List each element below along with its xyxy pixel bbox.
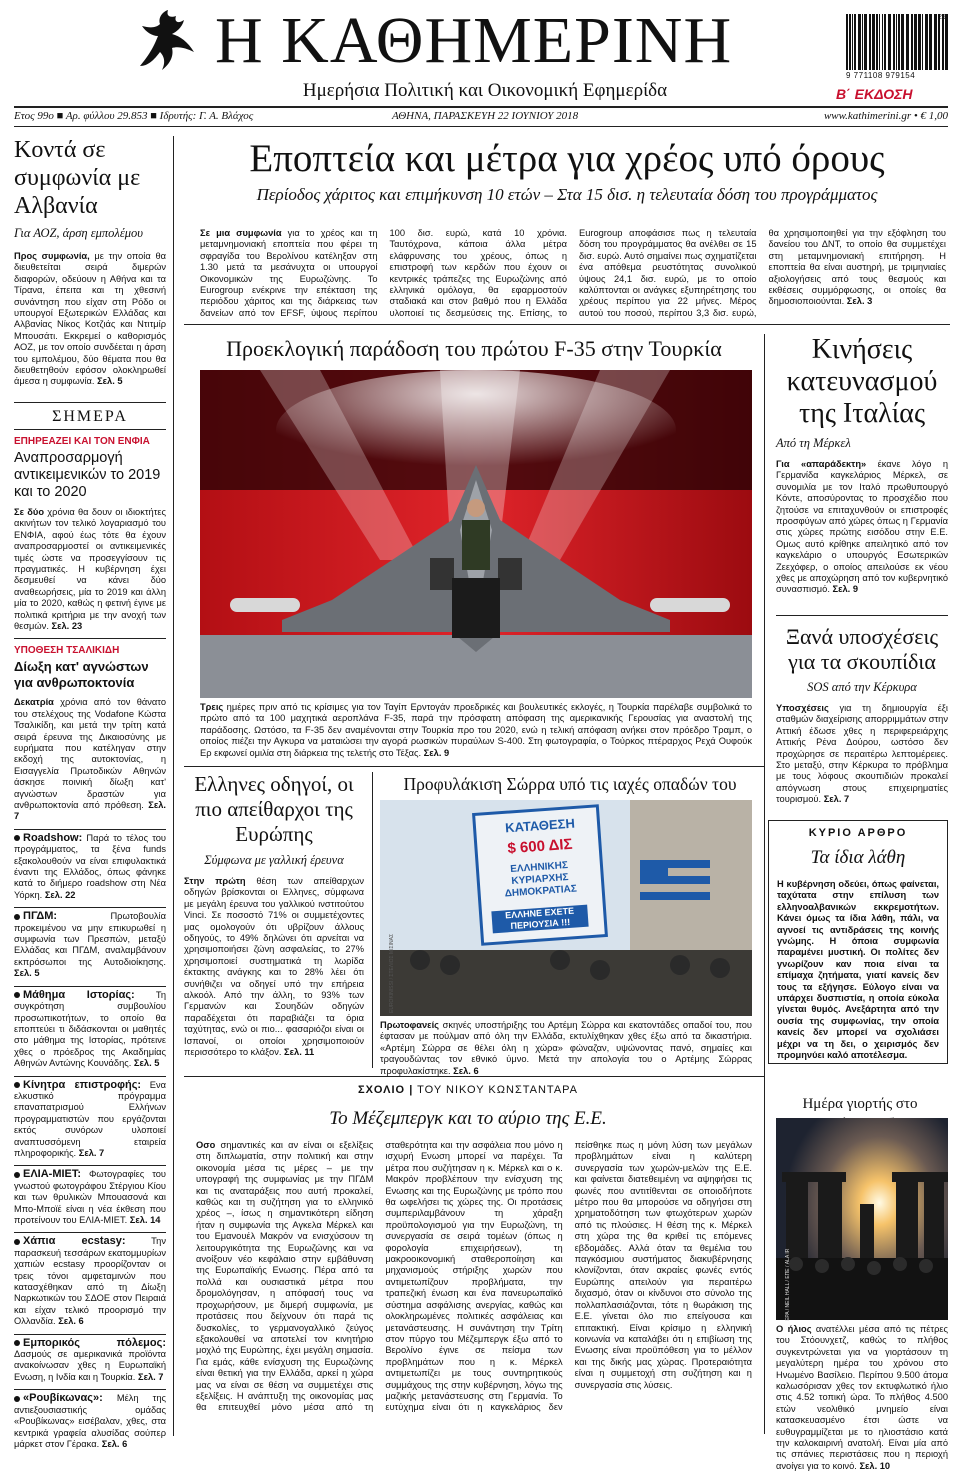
brief-item: Roadshow: Παρά το τέλος του προγράμματος, τα ξένα funds εξακολουθούν να είναι επιφυλακτικά έναντι της Ελλάδος, όπως φάνηκε κατά το διήμερο roadshow στη Νέα Υόρκη. Σελ. 22 (14, 831, 166, 900)
stonehenge-headline: Ημέρα γιορτής στο (802, 1096, 918, 1112)
newspaper-title: Η ΚΑΘΗΜΕΡΙΝΗ (215, 4, 733, 77)
barcode-bar (938, 14, 940, 70)
barcode-bar (884, 14, 886, 70)
barcode-bar (864, 14, 867, 70)
barcode-bar (911, 14, 913, 70)
stonehenge-photo (776, 1118, 948, 1320)
garbage-body: Υποσχέσεις για τη δημιουργία έξι σταθμών διαχείρισης απορριμμάτων στην Αττική έδωσε χθες η περιφερειάρχης Αττικής Ρένα Δούρου, ωστόσο δεν προχώρησε σε περαιτέρω λεπτομέρειες. Στο μεταξύ, στην Κέρκυρα το πρόβλημα με τους λόφους σκουπιδιών προκαλεί απόγνωση στους επιχειρηματίες τουρισμού. Σελ. 7 (776, 703, 948, 805)
editorial-label: ΚΥΡΙΟ ΑΡΘΡΟ (808, 827, 908, 839)
left-column (14, 136, 166, 1449)
italy-headline: Κινήσεις κατευνασμού της Ιταλίας (786, 334, 938, 429)
barcode-bar (862, 14, 863, 70)
barcode-bar (858, 14, 861, 70)
italy-subhead: Από τη Μέρκελ (776, 436, 851, 450)
sign-line2: ΕΛΛΗΝΙΚΗΣ ΚΥΡΙΑΡΧΗΣ ΔΗΜΟΚΡΑΤΙΑΣ (504, 860, 578, 900)
barcode-bar (906, 14, 909, 70)
barcode-bar (849, 14, 851, 70)
today-label: ΣΗΜΕΡΑ (52, 407, 128, 425)
bullet-icon (14, 992, 20, 998)
barcode-bar (872, 14, 875, 70)
enfia-body: Σε δύο χρόνια θα δουν οι ιδιοκτήτες ακινήτων τον τελικό λογαριασμό του ΕΝΦΙΑ, αφού έως τότε θα έχουν αναπροσαρμοστεί οι αντικειμενικές τιμές ώστε να προσεγγίσουν τις πραγματικές. Η κυβέρνηση έχει δεσμευθεί να κάνει δύο αναθεωρήσεις, μία το 2019 και άλλη μία το 2020, καθώς η φετινή έγινε με πολιτικά κριτήρια με την ανοχή των θεσμών. Σελ. 23 (14, 506, 166, 631)
edition-label: Β΄ ΕΚΔΟΣΗ (836, 86, 913, 102)
barcode-bar (901, 14, 904, 70)
bullet-icon (14, 1340, 20, 1346)
enfia-headline: Αναπροσαρμογή αντικειμενικών το 2019 και το 2020 (14, 449, 161, 500)
bullet-icon (14, 835, 20, 841)
f35-headline: Προεκλογική παράδοση του πρώτου F-35 στην Τουρκία (226, 336, 722, 361)
albania-body: Προς συμφωνία, με την οποία θα διευθετείται σειρά διμερών διαφορών, οδεύουν η Αθήνα και τα Τίρανα, έπειτα και τη χθεσινή συνάντηση που είχαν στη Ρόδο οι υπουργοί Εξωτερικών Ελλάδας και Αλβανίας Νίκος Κοτζιάς και Ντιτμίρ Μπουσάτι. Εκκρεμεί ο καθορισμός ΑΟΖ, με τον οποίο συνδέεται η άρση του εμπολέμου, δύο θέματα που θα διευθετηθούν εφόσον ολοκληρωθεί άμεσα η συμφωνία. Σελ. 5 (14, 251, 166, 387)
griffin-logo (132, 6, 202, 80)
barcode-bar (918, 14, 921, 70)
briefs-list (14, 829, 166, 1451)
stonehenge-caption: Ο ήλιος ανατέλλει μέσα από τις πέτρες του Στόουνχετζ, καθώς το πλήθος συγκεντρώνεται για να γιορτάσουν τη μεγαλύτερη ημέρα του χρόνου στο Ηνωμένο Βασίλειο. Περίπου 9.500 άτομα καλωσόρισαν χθες τον εκτυφλωτικό ήλιο στις 4.52 τοπική ώρα. Το πλήθος 4.500 ετών νεολιθικό μνημείο είναι κατασκευασμένο έτσι ώστε να ευθυγραμμίζεται με το ηλιοστάσιο κατά την καλοκαιρινή ανατολή. Είναι μία από τις σπάνιες περιστάσεις που η περιοχή ανοίγει για το κοινό. Σελ. 10 (776, 1324, 949, 1471)
zorras-photo-credit: EUROKINISSI / ΣΤΕΛΙΟΣ ΜΙΣΙΝΑΣ (389, 933, 395, 1013)
zorras-caption: Πρωτοφανείς σκηνές υποστήριξης του Αρτέμη Σώρρα και εκατοντάδες οπαδοί του, που έφτασαν με πούλμαν από όλη την Ελλάδα, εκτυλίχθηκαν χθες έξω από τα δικαστήρια. «Αρτέμη Σώρρα σε θέλει όλη η χώρα» φώναζαν, υψώνοντας πανό, σημαίες και τραγουδώντας τον εθνικό ύμνο. Μετά την απολογία του ο Αρτέμης Σώρρας προφυλακίστηκε. Σελ. 6 (380, 1020, 752, 1076)
sign-line1: ΚΑΤΑΘΕΣΗ (504, 815, 576, 836)
sign-line3: ΕΛΛΗΝΕ ΕΧΕΤΕ ΠΕΡΙΟΥΣΙΑ !!! (491, 905, 588, 934)
brief-item: Χάπια ecstasy: Την παρασκευή τεσσάρων εκατομμυρίων χαπιών ecstasy προορίζονταν οι τρεις τόνοι αμφεταμινών που κατασχέθηκαν από τη Δίωξη Ναρκωτικών του ΣΔΟΕ στον Πειραιά και είχαν τελικό προορισμό την Ολλανδία. Σελ. 6 (14, 1235, 166, 1327)
barcode-bar (882, 14, 883, 70)
bullet-icon (14, 1172, 20, 1178)
barcode-bar (876, 14, 878, 70)
masthead (0, 0, 960, 130)
barcode-bar (896, 14, 897, 70)
sign-amount: $ 600 ΔΙΣ (506, 835, 574, 858)
bullet-icon (14, 914, 20, 920)
drivers-story (184, 772, 364, 1072)
brief-item: ΠΓΔΜ: Πρωτοβουλία προκειμένου να μην επικυρωθεί η συμφωνία των Πρεσπών, μεταξύ Ελλάδας και ΠΓΔΜ, αναλαμβάνουν εκπρόσωποι της Αυτοδιοίκησης. Σελ. 5 (14, 910, 166, 979)
comment-byline: ΣΧΟΛΙΟ | ΤΟΥ ΝΙΚΟΥ ΚΩΝΣΤΑΝΤΑΡΑ (357, 1084, 579, 1096)
talaikis-kicker: ΥΠΟΘΕΣΗ ΤΣΑΛΙΚΙΔΗ (14, 645, 120, 657)
enfia-kicker: ΕΠΗΡΕΑΖΕΙ ΚΑΙ ΤΟΝ ΕΝΦΙΑ (14, 435, 150, 447)
editorial-body: Η κυβέρνηση οδεύει, όπως φαίνεται, ταχύτατα στην επίλυση των ελληνοαλβανικών εκκρεμοτήτων. Κάνει όμως τα ίδια λάθη, πάλι, να αγνοεί τις αντιδράσεις της κοινής γνώμης. Η όποια συμφωνία παραμένει μυστική. Οι πολίτες δεν γνωρίζουν καν ποια είναι τα επίμαχα ζητήματα, γιατί κανείς δεν τους τα εξήγησε. Εύλογο είναι να υπάρχει δυσπιστία, η οποία εύκολα γίνεται θυμός. Ανεξάρτητα από την ουσία της συμφωνίας, την οποία κανείς δεν μπορεί να σχολιάσει μέχρι να τη δει, ο χειρισμός δεν προμηνύει καλό αποτέλεσμα. (777, 879, 939, 1061)
debt-body: Σε μια συμφωνία για το χρέος και τη μεταμνημονιακή εποπτεία που φέρει τη σφραγίδα του Βερολίνου κατέληξαν στη 1.30 μετά τα μεσάνυχτα οι υπουργοί Οικονομικών της Ευρωζώνης. Το Eurogroup ενέκρινε την επέκταση της περιόδου χάριτος και της διάρκειας των δανείων από τον EFSF, ύψους περίπου 100 δισ. ευρώ, κατά 10 χρόνια. Ταυτόχρονα, κάποια άλλα μέτρα ελάφρυνσης του χρέους, όπως η επιστροφή των κερδών που έχουν οι κεντρικές τράπεζες της Ευρωζώνης από ελληνικά ομόλογα, θα εφαρμοστούν σταδιακά και στον βαθμό που η Ελλάδα υλοποιεί τις δεσμεύσεις της. Επίσης, το Eurogroup αποφάσισε πως η τελευταία δόση του προγράμματος θα ανέλθει σε 15 δισ. ευρώ. Αυτό σημαίνει πως σχηματίζεται ένα απόθεμα ρευστότητας συνολικού ύψους 24,1 δισ. ευρώ, με το οποίο καλύπτονται οι ανάγκες εξυπηρέτησης του χρέους περίπου για 22 μήνες. Μέρος αυτού του ποσού, περίπου 3,3 δισ. ευρώ, θα χρησιμοποιηθεί για την εξόφληση του δανείου του ΔΝΤ, το οποίο θα συμμετέχει στη μεταμνημονιακή επιτήρηση. Η εποπτεία θα είναι αυστηρή, με τριμηνιαίες αξιολογήσεις από τους θεσμούς και εκθέσεις συμμόρφωσης, οι οποίες θα δημοσιοποιούνται. Σελ. 3 (200, 228, 946, 318)
today-box (14, 402, 166, 430)
garbage-headline: Ξανά υποσχέσεις για τα σκουπίδια (785, 624, 939, 674)
albania-headline: Κοντά σε συμφωνία με Αλβανία (14, 137, 141, 219)
website-price: www.kathimerini.gr • € 1,00 (823, 110, 948, 122)
drivers-body: Στην πρώτη θέση των απείθαρχων οδηγών βρίσκονται οι Ελληνες, σύμφωνα με μεγάλη έρευνα του γαλλικού ινστιτούτου Vinci. Σε ποσοστό 71% οι συμμετέχοντες μας ομολογούν ότι υβρίζουν άλλους οδηγούς, το 49% δηλώνει ότι αρνείται να χρησιμοποιήσει ζώνη ασφαλείας, το 27% χρησιμοποιεί συστηματικά τη λωρίδα έκτακτης ανάγκης και το 28% λέει ότι συνήθιζει να οδηγεί υπό την επήρεια αλκοόλ. Από την άλλη, το 93% των Γερμανών και Σουηδών οδηγών παραδέχεται ότι παραβιάζει τα όρια ταχύτητας, ενώ οι πιο... φασαριόζοι είναι οι Ισπανοί, οι οποίοι χρησιμοποιούν περισσότερο το κλάξον. Σελ. 11 (184, 876, 365, 1058)
barcode-issue: 25 (938, 14, 946, 21)
italy-body: Για «απαράδεκτη» έκανε λόγο η Γερμανίδα καγκελάριος Μέρκελ, σε συνομιλία με τον Ιταλό πρωθυπουργό Κόντε, αποσύροντας το προσχέδιο που ζητούσε να επιταχυνθούν οι επιστροφές προσφύγων από χώρες όπως η Γερμανία στις χώρες πρώτης εισόδου στην Ε.Ε. Ομως αυτό κρίθηκε απειλητικό από τον καγκελάριο ο υπουργός Εσωτερικών Ζεεχόφερ, ο οποίος απειλούσε εκ νέου χθες με αποχώρηση από τον κυβερνητικό συνασπισμό. Σελ. 9 (776, 459, 948, 595)
zorras-headline: Προφυλάκιση Σώρρα υπό τις ιαχές οπαδών του (403, 774, 737, 794)
bullet-icon (14, 1239, 20, 1245)
barcode-bar (934, 14, 937, 70)
brief-item: ΕΛΙΑ-ΜΙΕΤ: Φωτογραφίες του γνωστού φωτογράφου Στέργιου Κίου και των θρυλικών Μπουασονά και Μπο-Μποϊέ είναι η νέα έκθεση που προτείνουν του ΕΛΙΑ-ΜΙΕΤ. Σελ. 14 (14, 1168, 166, 1225)
barcode-number: 9 771108 979154 (846, 71, 916, 80)
brief-item: Κίνητρα επιστροφής: Ενα ελκυστικό πρόγραμμα επαναπατρισμού Ελλήνων προγραμματιστών που εργάζονται εκτός συνόρων υλοποιεί αναπτυσσόμενη εταιρεία πληροφορικής. Σελ. 7 (14, 1078, 166, 1158)
f35-caption: Τρεις ημέρες πριν από τις κρίσιμες για τον Ταγίπ Ερντογάν προεδρικές και βουλευτικές εκλογές, η Τουρκία παρέλαβε συμβολικά το πρώτο από τα 100 μαχητικά αεροπλάνα F-35, παρά την πρόσφατη απόφαση της αμερικανικής Γερουσίας για αναστολή της παράδοσης. Ωστόσο, τα F-35 δεν αναμένονται στην Τουρκία προ του 2020, ενώ η τελική απόφαση ανήκει στον πρόεδρο Τραμπ, ο οποίος πιέζει την Αγκυρα να ματαιώσει την αγορά ρωσικών πυραύλων S-400. Στη φωτογραφία, ο Τούρκος πτέραρχος Ρεχά Ουφούκ Ερ εκφωνεί ομιλία στη διάρκεια της τελετής στο Τέξας. Σελ. 9 (200, 702, 752, 758)
stonehenge-illustration (776, 1118, 948, 1320)
barcode (846, 14, 952, 84)
barcode-bar (879, 14, 880, 70)
brief-item: Μάθημα Ιστορίας: Τη συγκρότηση συμβουλίου προσωπικοτήτων, το οποίο θα εποπτεύει τι διδάσκονται οι μαθητές στο μάθημα της Ιστορίας, πρότεινε χθες ο πρόεδρος της Ακαδημίας Αθηνών Αντώνης Κουνάδης. Σελ. 5 (14, 988, 166, 1069)
dateline: ΑΘΗΝΑ, ΠΑΡΑΣΚΕΥΗ 22 ΙΟΥΝΙΟΥ 2018 (392, 110, 579, 122)
barcode-bar (846, 14, 848, 70)
stonehenge-photo-credit: EPA / NEIL HALL / ΕΠΕ / ALA IR (785, 1248, 791, 1321)
f35-photo (200, 370, 752, 698)
barcode-bar (922, 14, 923, 70)
drivers-headline: Ελληνες οδηγοί, οι πιο απείθαρχοι της Ευρώπης (194, 772, 354, 846)
newspaper-subtitle: Ημερήσια Πολιτική και Οικονομική Εφημερίδα (302, 80, 668, 101)
brief-item: «Ρουβίκωνας»: Μέλη της αντιεξουσιαστικής ομάδας «Ρουβίκωνας» εισέβαλαν, χθες, στα κεντρικά γραφεία αλυσίδας σούπερ μάρκετ στον Γέρακα. Σελ. 6 (14, 1392, 166, 1449)
drivers-subhead: Σύμφωνα με γαλλική έρευνα (204, 853, 344, 867)
barcode-bar (929, 14, 932, 70)
barcode-bar (925, 14, 928, 70)
barcode-bar (869, 14, 871, 70)
issue-info: Ετος 99ο ■ Αρ. φύλλου 29.853 ■ Ιδρυτής: Γ. Α. Βλάχος (14, 110, 254, 122)
debt-subhead: Περίοδος χάριτος και επιμήκυνση 10 ετών – Στα 15 δισ. η τελευταία δόση του προγράμματος (256, 185, 878, 204)
comment-body: Οσο σημαντικές και αν είναι οι εξελίξεις στη διπλωματία, στην πολιτική και στην οικονομία μέσα τις μέρες – με την υπογραφή της συμφωνίας με την ΠΓΔΜ και τις αναταράξεις που αυτή προκαλεί, καθώς και τη συζήτηση για το ελληνικό χρέος –, ίσως η σημαντικότερη είδηση ήταν η συμφωνία της Αγκελα Μέρκελ και του Εμανουέλ Μακρόν να ενισχύσουν τη λειτουργικότητα της Ευρωζώνης και να ανοίξουν νέο κεφάλαιο στην εμβάθυνση της Ευρωπαϊκής Ενωσης. Πέρα από τα πολλά και ουσιαστικά μέτρα που δρομολόγησαν, η απόφασή τους να προχωρήσουν, με διμερή συμφωνία, με προτάσεις που δείχνουν ότι παρά τις δυσκολίες, το γερμανογαλλικό ζεύγος εξακολουθεί να αποτελεί τον κινητήριο μοχλό της Ευρώπης, έχει μεγάλη σημασία. Για εμάς, κάθε ενίσχυση της Ευρωζώνης είναι θετική για την Ελλάδα, αρκεί η χώρα μας να είναι σε θέση να συμμετέχει στις εξελίξεις. Η ανάπτυξη της οικονομίας μας θα επιτευχθεί μόνο μέσα από τη σταθερότητα και την ασφάλεια που μόνο η ισχυρή Ενωση μπορεί να παρέχει. Τα μέτρα που συζήτησαν η κ. Μέρκελ και ο κ. Μακρόν προβλέπουν την ενίσχυση της Ενωσης και της Ευρωζώνης με τρόπο που θα ωφελήσει τις χώρες της. Οι προτάσεις συμπεριλαμβάνουν τη χάραξη προϋπολογισμού για την Ευρωζώνη, τη συνεργασία σε σειρά τομέων (όπως η φορολογία επιχειρήσεων), τη μακροοικονομική σταθεροποίηση και μηχανισμούς στήριξης χωρών που αντιμετωπίζουν προβλήματα, την τραπεζική ένωση και ένα πανευρωπαϊκό σύστημα ασφάλισης ανεργίας, καθώς και ολοκληρωμένες πολιτικές ασφάλειας και μετανάστευσης. Η συνάντηση την Τρίτη στον πύργο του Μέζεμπεργκ έξω από το Βερολίνο έγινε σε πείσμα των προβλημάτων που η κ. Μέρκελ αντιμετωπίζει με τους συντηρητικούς συμμάχους της στην κυβέρνηση, λόγω της μαζικής μετανάστευσης στη Γερμανία. Το ευτύχημα είναι ότι η καγκελάριος δεν πείσθηκε πως η μόνη λύση των μεγάλων προβλημάτων είναι η καλύτερη συνεργασία των χωρών-μελών της Ε.Ε. και φαίνεται διατεθειμένη να αψηφήσει τις φωνές που αντιτίθενται σε οποιοδήποτε μέτρο που θα μπορούσε να οδηγήσει στη χρηματοδότηση των φτωχότερων χωρών από τις πλούσιες. Η θέση της κ. Μέρκελ στη χώρα της θα κριθεί τις επόμενες εβδομάδες. Αλλά όταν τα θεμέλια του παγκόσμιου συστήματος διακυβέρνησης κλονίζονται, όταν ακραίες φωνές εντός Ευρώπης απειλούν για περαιτέρω διχασμό, όταν οι κίνδυνοι στο σύνολο της πολλαπλασιάζονται, τότε η θωράκιση της Ε.Ε. γίνεται όλο πιο επείγουσα και επιτακτική. Είναι κρίσιμο η ελληνική κοινωνία να καταλάβει ότι η επιβίωση της Ενωσης είναι προϋπόθεση για το μέλλον και της δικής μας χώρας. Προτεραιότητα είναι η συμμετοχή στη συζήτηση και η συνεργασία στις λύσεις. (196, 1140, 752, 1413)
comment-headline: Το Μέζεμπεργκ και το αύριο της Ε.Ε. (329, 1108, 607, 1129)
barcode-bar (893, 14, 895, 70)
editorial-box (768, 820, 948, 1064)
talaikis-body: Δεκατρία χρόνια από τον θάνατο του στελέχους της Vodafone Κώστα Τσαλικίδη, και μετά την τρίτη κατά σειρά έρευνα της Δικαιοσύνης με ευρήματα που κατέληγαν στην εκδοχή της αυτοκτονίας, η Εισαγγελία Πρωτοδικών Αθηνών άσκησε ποινική δίωξη κατ' αγνώστων δραστών για ανθρωποκτονία από πρόθεση. Σελ. 7 (14, 697, 166, 822)
comment-label: ΣΧΟΛΙΟ (357, 1084, 406, 1096)
comment-author: ΤΟΥ ΝΙΚΟΥ ΚΩΝΣΤΑΝΤΑΡΑ (417, 1084, 579, 1096)
barcode-bar (945, 14, 948, 70)
barcode-bar (888, 14, 891, 70)
bullet-icon (14, 1082, 20, 1088)
bullet-icon (14, 1396, 20, 1402)
albania-subhead: Για ΑΟΖ, άρση εμπολέμου (14, 226, 144, 240)
barcode-bar (898, 14, 900, 70)
editorial-headline: Τα ίδια λάθη (810, 847, 906, 868)
barcode-bar (942, 14, 944, 70)
f35-jet-illustration (200, 370, 752, 698)
barcode-bar (914, 14, 917, 70)
zorras-photo (380, 800, 752, 1016)
debt-headline: Εποπτεία και μέτρα για χρέος υπό όρους (249, 137, 885, 180)
barcode-bar (854, 14, 856, 70)
garbage-subhead: SOS από την Κέρκυρα (807, 680, 917, 694)
talaikis-headline: Δίωξη κατ' αγνώστων για ανθρωποκτονία (14, 659, 149, 691)
brief-item: Εμπορικός πόλεμος: Δασμούς σε αμερικανικά προϊόντα ανακοίνωσαν χθες η Ευρωπαϊκή Ενωση, η Ινδία και η Τουρκία. Σελ. 7 (14, 1336, 166, 1382)
barcode-bar (852, 14, 853, 70)
